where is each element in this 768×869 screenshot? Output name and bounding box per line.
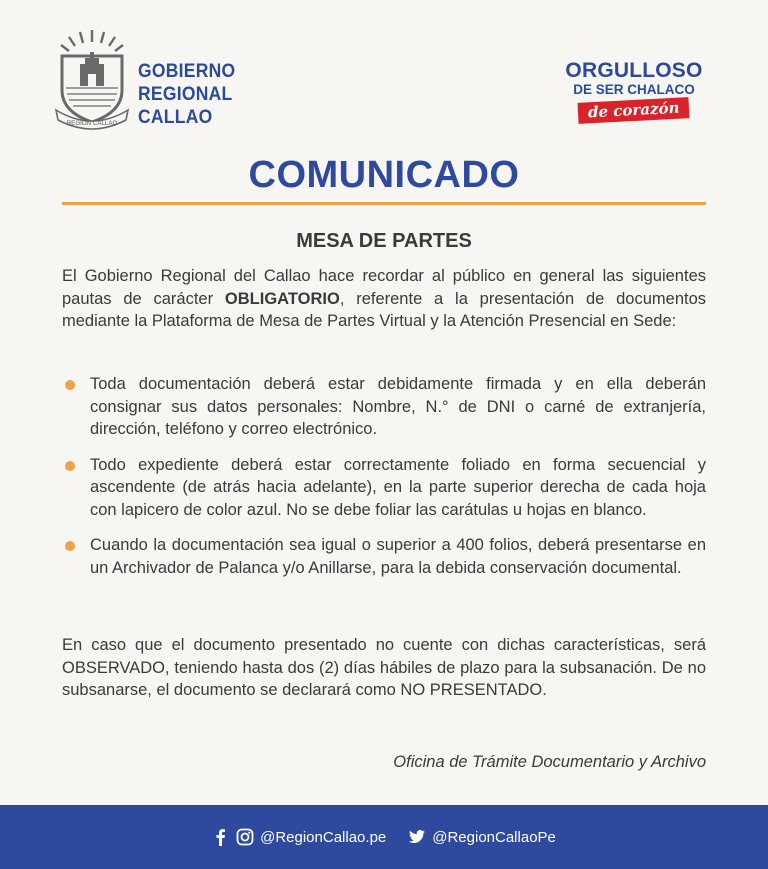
org-name-line-3: CALLAO (138, 107, 213, 128)
slogan-line-2: DE SER CHALACO (573, 82, 695, 97)
facebook-instagram-handle[interactable]: @RegionCallao.pe (260, 828, 387, 846)
intro-bold-word: OBLIGATORIO (224, 289, 340, 308)
list-item (62, 454, 706, 522)
intro-text-before: El Gobierno Regional del Callao hace recordar al público en general las siguientes pautas de carácter (62, 267, 706, 308)
slogan-line-1: ORGULLOSO (565, 59, 703, 82)
intro-paragraph (62, 265, 706, 333)
instagram-icon[interactable] (236, 828, 254, 846)
facebook-instagram-link[interactable] (212, 828, 386, 846)
list-item (62, 373, 706, 441)
facebook-icon[interactable] (212, 828, 230, 846)
org-name-line-1: GOBIERNO (138, 61, 236, 82)
section-subtitle: MESA DE PARTES (296, 230, 472, 252)
rules-list (62, 373, 706, 592)
intro-text-after: , referente a la presentación de documentos mediante la Plataforma de Mesa de Partes Virtual y la Atención Presencial en Sede: (62, 289, 707, 330)
page-title: COMUNICADO (248, 154, 520, 196)
regional-crest-logo (52, 28, 132, 132)
list-item (62, 534, 706, 579)
crest-ribbon-text: REGIÓN CALLAO (66, 120, 118, 127)
twitter-icon[interactable] (408, 828, 426, 846)
closing-paragraph: En caso que el documento presentado no cuente con dichas características, será OBSERVADO, teniendo hasta dos (2) días hábiles de plazo para la subsanación. De no subsanarse, el documento se declarará como NO PRESENTADO. (62, 636, 706, 699)
signoff: Oficina de Trámite Documentario y Archivo (393, 753, 706, 771)
list-item-text: Toda documentación deberá estar debidamente firmada y en ella deberán consignar sus datos personales: Nombre, N.° de DNI o carné de extranjería, dirección, teléfono y correo electrónico. (90, 375, 706, 438)
footer (0, 805, 768, 869)
bullet-dot-icon (65, 541, 75, 551)
twitter-handle[interactable]: @RegionCallaoPe (432, 828, 556, 846)
org-name-line-2: REGIONAL (138, 84, 233, 105)
bullet-dot-icon (65, 380, 75, 390)
twitter-link[interactable] (408, 828, 556, 846)
bullet-dot-icon (65, 461, 75, 471)
list-item-text: Cuando la documentación sea igual o superior a 400 folios, deberá presentarse en un Archivador de Palanca y/o Anillarse, para la debida conservación documental. (90, 536, 706, 577)
slogan-line-3: de corazón (578, 97, 690, 124)
slogan-logo (556, 60, 712, 121)
title-divider (62, 202, 706, 205)
header (0, 0, 768, 150)
organization-name (138, 60, 235, 129)
list-item-text: Todo expediente deberá estar correctamente foliado en forma secuencial y ascendente (de atrás hacia adelante), en la parte superior derecha de cada hoja con lapicero de color azul. No se debe foliar las carátulas u hojas en blanco. (90, 455, 706, 519)
